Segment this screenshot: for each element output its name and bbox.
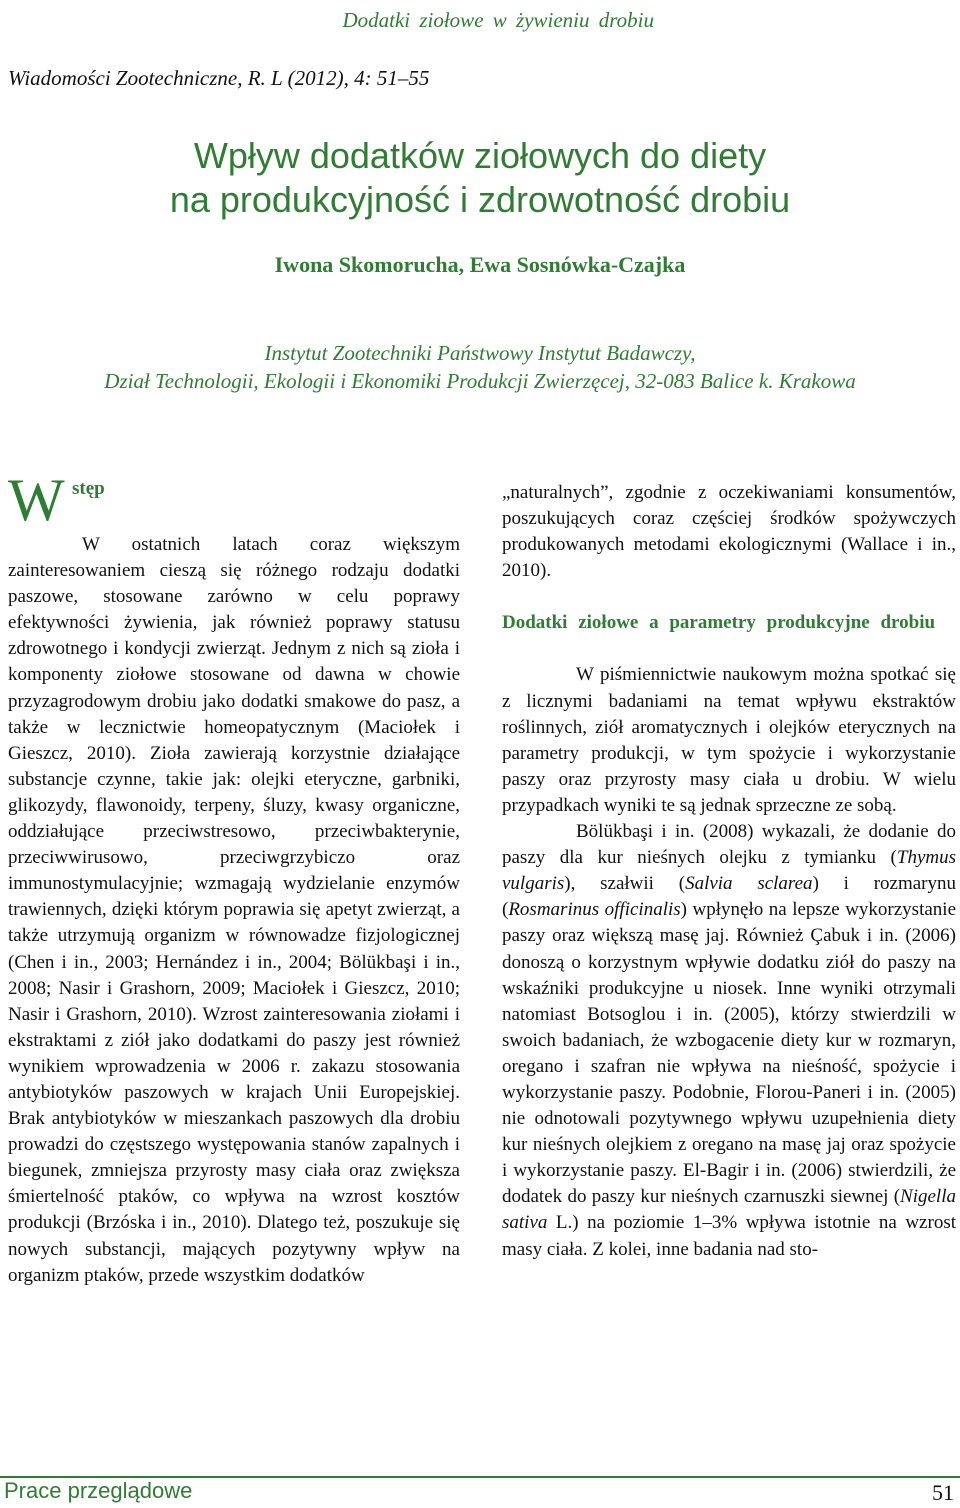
section-heading: Dodatki ziołowe a parametry produkcyjne drobiu [502, 612, 936, 634]
dropcap-letter: W [8, 467, 65, 533]
intro-heading [8, 467, 460, 533]
species-nigella: Nigella sativa [502, 1186, 956, 1234]
journal-reference: Wiadomości Zootechniczne, R. L (2012), 4: 51–55 [8, 66, 430, 90]
running-title: Dodatki ziołowe w żywieniu drobiu [342, 8, 654, 32]
p2-text-a: Bölükbaşi i in. (2008) wykazali, że dodanie do paszy dla kur nieśnych olejku z tymianku ( [502, 821, 956, 869]
intro-heading-rest: stęp [72, 478, 105, 499]
right-column [502, 480, 956, 1263]
species-thymus: Thymus vulgaris [502, 847, 956, 895]
intro-paragraph: W ostatnich latach coraz większym zainteresowaniem cieszą się różnego rodzaju dodatki paszowe, stosowane zarówno w celu poprawy efektywności żywienia, jak również poprawy statusu zdrowotnego i kondycji zwierząt. Jednym z nich są zioła i komponenty ziołowe stosowane od dawna w chowie przyzagrodowym drobiu jako dodatki smakowe do pasz, a także w lecznictwie homeopatycznym (Maciołek i Gieszcz, 2010). Zioła zawierają korzystnie działające substancje czynne, takie jak: olejki eteryczne, garbniki, glikozydy, flawonoidy, terpeny, śluzy, kwasy organiczne, oddziałujące przeciwstresowo, przeciwbakterynie, przeciwwirusowo, przeciwgrzybiczo oraz immunostymulacyjnie; wzmagają wydzielanie enzymów trawiennych, dzięki którym poprawia się apetyt zwierząt, a także utrzymują organizm w równowadze fizjologicznej (Chen i in., 2003; Hernández i in., 2004; Bölükbaşi i in., 2008; Nasir i Grashorn, 2009; Maciołek i Gieszcz, 2010; Nasir i Grashorn, 2010). Wzrost zainteresowania ziołami i ekstraktami z ziół jako dodatkami do paszy jest również wynikiem wprowadzenia w 2006 r. zakazu stosowania antybiotyków paszowych w krajach Unii Europejskiej. Brak antybiotyków w mieszankach paszowych dla drobiu prowadzi do częstszego występowania stanów zapalnych i biegunek, zmniejsza przyrosty masy ciała oraz zwiększa śmiertelność ptaków, co wpływa na wzrost kosztów produkcji (Brzóska i in., 2010). Dlatego też, poszukuje się nowych substancji, mających pozytywny wpływ na organizm ptaków, przede wszystkim dodatków [8, 534, 460, 1286]
page-number: 51 [932, 1480, 954, 1505]
affiliation [0, 339, 960, 395]
paragraph-1: W piśmiennictwie naukowym można spotkać się z licznymi badaniami na temat wpływu ekstraktów roślinnych, ziół aromatycznych i olejków eterycznych na parametry produkcji, w tym spożycie i wykorzystanie paszy oraz przyrosty masy ciała u drobiu. W wielu przypadkach wyniki te są jednak sprzeczne ze sobą. [502, 664, 956, 816]
affiliation-line-2: Dział Technologii, Ekologii i Ekonomiki Produkcji Zwierzęcej, 32-083 Balice k. Krakowa [104, 369, 856, 393]
species-rosmarinus: Rosmarinus officinalis [508, 899, 681, 921]
authors: Iwona Skomorucha, Ewa Sosnówka-Czajka [274, 252, 686, 277]
p2-text-c: ) i rozmarynu ( [502, 873, 957, 921]
title-line-1: Wpływ dodatków ziołowych do diety [193, 135, 767, 176]
footer-section-label: Prace przeglądowe [4, 1478, 193, 1503]
p2-text-b: ), szałwii ( [564, 873, 686, 895]
title-line-2: na produkcyjność i zdrowotność drobiu [169, 179, 791, 220]
p2-text-e: L.) na poziomie 1–3% wpływa istotnie na wzrost masy ciała. Z kolei, inne badania nad sto- [502, 1212, 956, 1260]
left-column [8, 532, 460, 1289]
paragraph-2 [502, 819, 956, 1263]
affiliation-line-1: Instytut Zootechniki Państwowy Instytut Badawczy, [264, 341, 696, 365]
article-title [0, 134, 960, 222]
species-salvia: Salvia sclarea [685, 873, 813, 895]
p2-text-d: ) wpłynęło na lepsze wykorzystanie paszy oraz większą masę jaj. Również Çabuk i in. (2006) donoszą o korzystnym wpływie dodatku ziół do paszy na wskaźniki produkcyjne u niosek. Inne wyniki otrzymali natomiast Botsoglou i in. (2005), którzy stwierdzili w swoich badaniach, że wzbogacenie diety kur w rozmaryn, oregano i szafran nie wpływa na nieśność, spożycie i wykorzystanie paszy. Podobnie, Florou-Paneri i in. (2005) nie odnotowali pozytywnego wpływu uzupełnienia diety kur nieśnych olejkiem z oregano na masę jaj oraz spożycie i wykorzystanie paszy. El-Bagir i in. (2006) stwierdzili, że dodatek do paszy kur nieśnych czarnuszki siewnej ( [502, 899, 956, 1208]
continuation-paragraph: „naturalnych”, zgodnie z oczekiwaniami konsumentów, poszukujących coraz częściej środków spożywczych produkowanych metodami ekologicznymi (Wallace i in., 2010). [502, 482, 956, 582]
